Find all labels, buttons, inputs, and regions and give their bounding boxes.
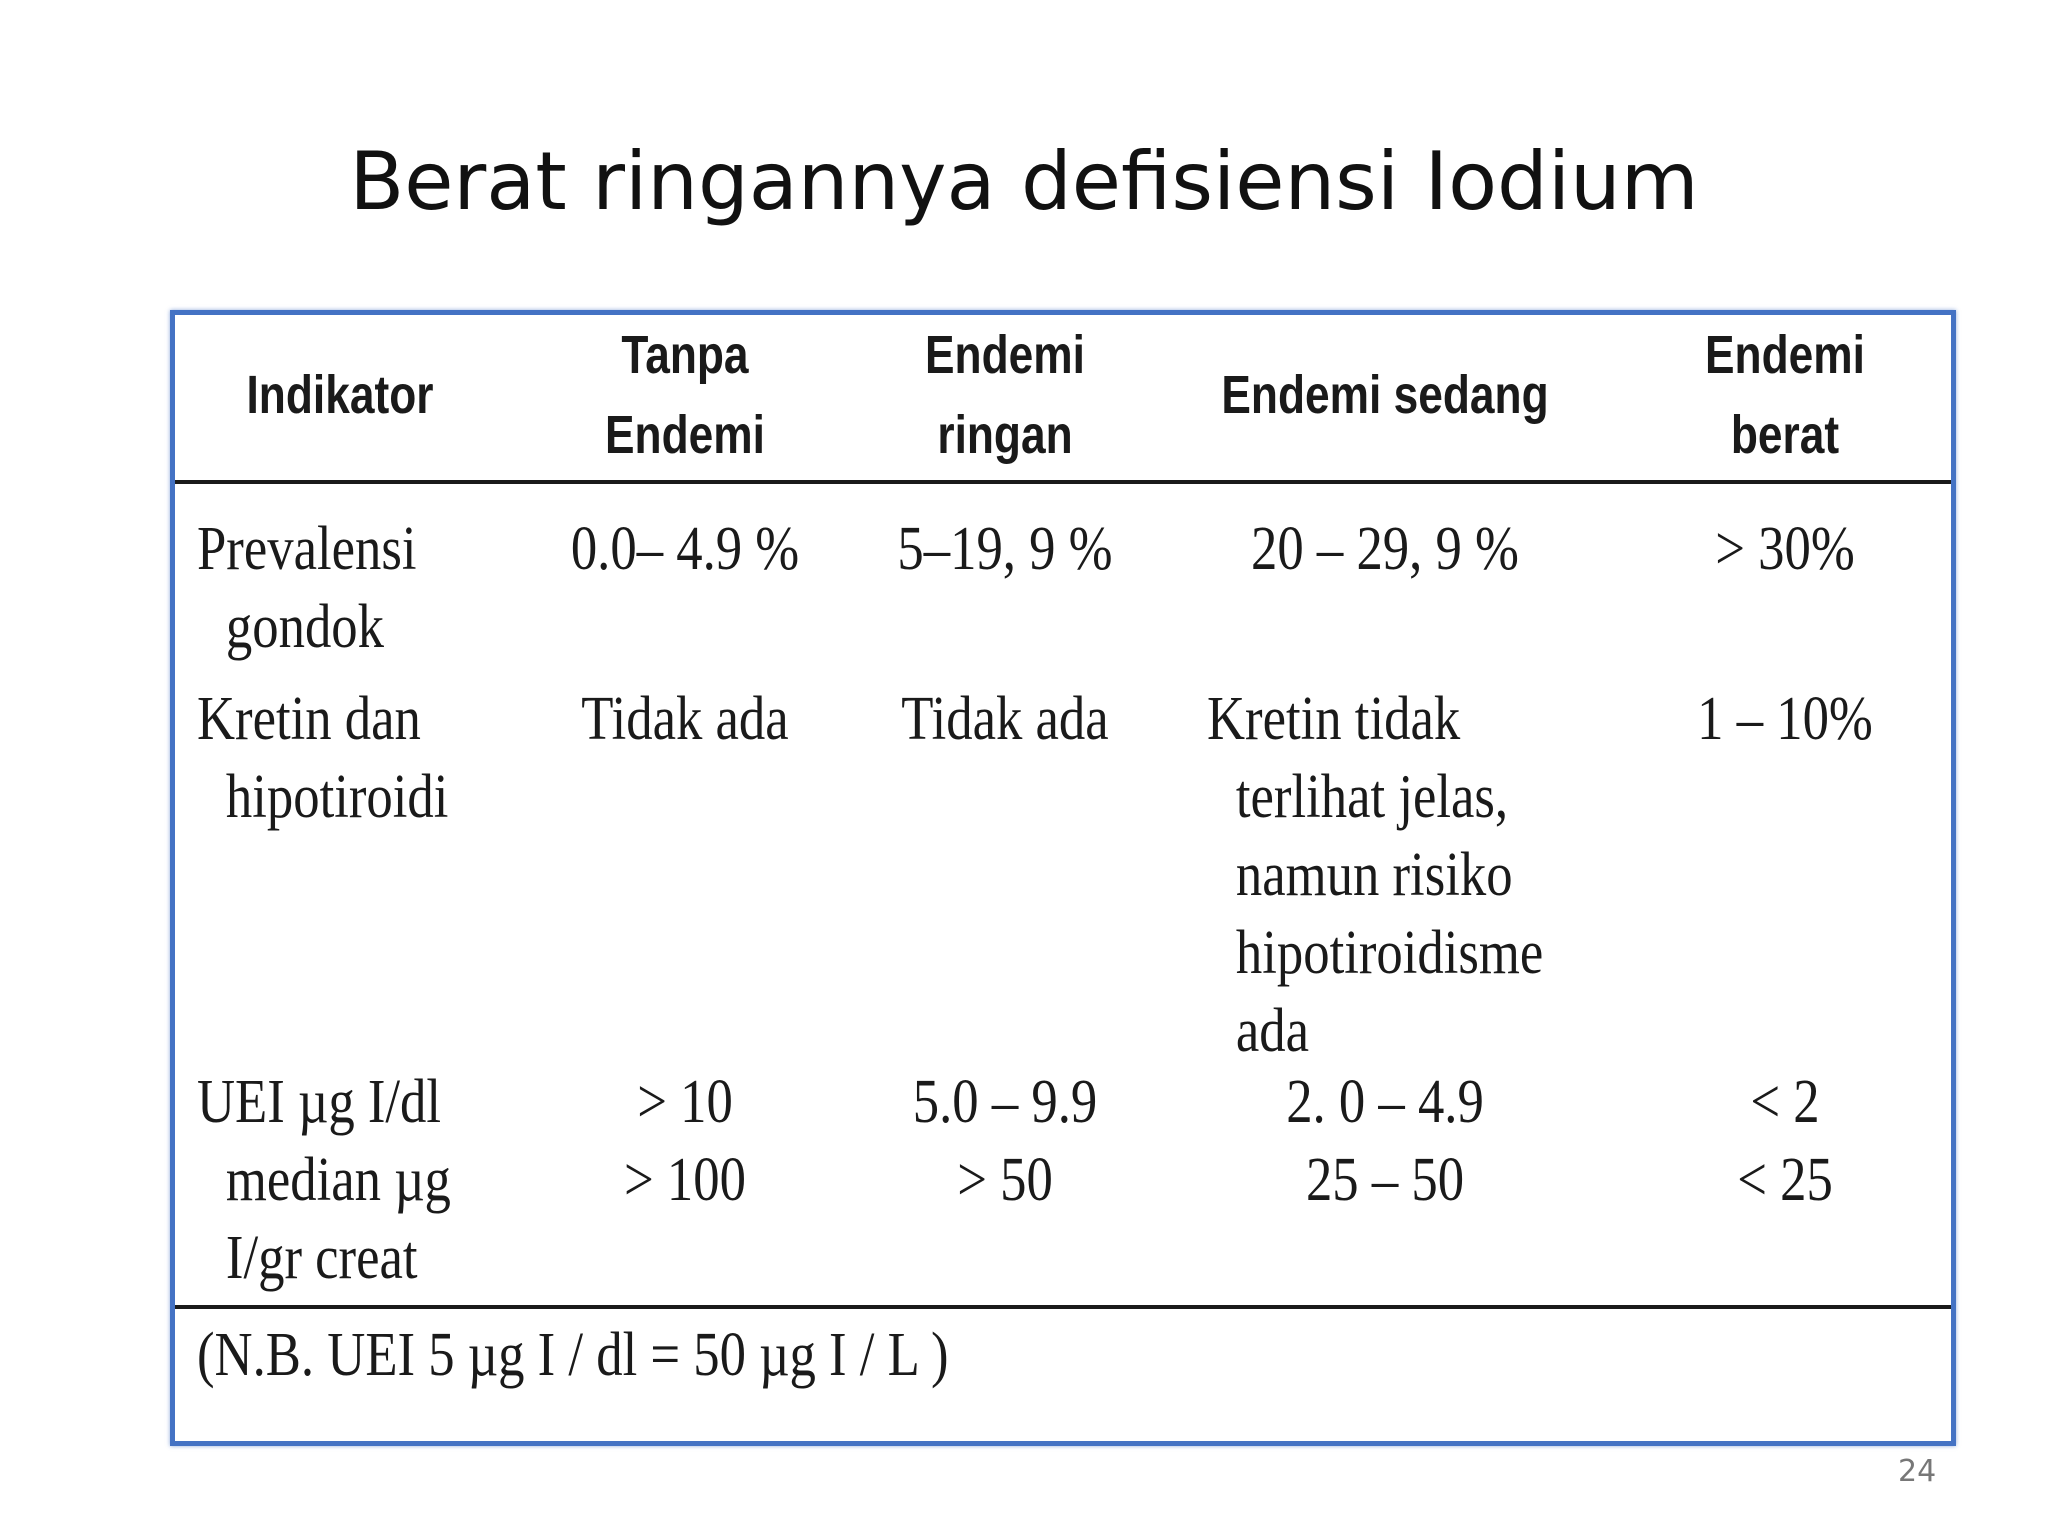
value-line: > 30% [1715, 515, 1855, 583]
value-line: 20 – 29, 9 % [1251, 515, 1519, 583]
row-prevalensi-indicator [197, 510, 478, 666]
value-line: Kretin tidak [1207, 685, 1461, 753]
row-kretin-berat [1658, 680, 1913, 758]
header-line: Tanpa [621, 325, 749, 385]
indicator-line: gondok [225, 593, 384, 661]
value-line: 2. 0 – 4.9 [1286, 1068, 1484, 1136]
value-line: > 10 [637, 1068, 733, 1136]
value-line: < 2 [1750, 1068, 1820, 1136]
row-uei-berat [1658, 1063, 1913, 1219]
header-line: Endemi sedang [1221, 365, 1549, 425]
value-line: > 50 [957, 1146, 1053, 1214]
row-uei-indicator [197, 1063, 478, 1297]
value-line: 25 – 50 [1305, 1146, 1465, 1214]
value-line: Tidak ada [581, 685, 789, 753]
row-kretin-indicator [197, 680, 478, 836]
value-line: ada [1235, 997, 1310, 1065]
row-kretin-sedang [1207, 680, 1564, 1070]
header-line: Indikator [246, 365, 434, 425]
indicator-line: hipotiroidi [225, 763, 449, 831]
value-line: 5–19, 9 % [897, 515, 1113, 583]
value-line: terlihat jelas, [1235, 763, 1509, 831]
iodine-deficiency-table [170, 310, 1956, 1446]
header-indikator [205, 355, 476, 435]
header-endemi-sedang [1213, 355, 1557, 435]
header-line: Endemi [1705, 325, 1865, 385]
row-prevalensi-ringan [878, 510, 1133, 588]
table-footnote: (N.B. UEI 5 µg I / dl = 50 µg I / L ) [197, 1321, 949, 1389]
value-line: 0.0– 4.9 % [570, 515, 800, 583]
row-kretin-tanpa [541, 680, 830, 758]
value-line: 5.0 – 9.9 [912, 1068, 1098, 1136]
page-number: 24 [1898, 1454, 1937, 1489]
value-line: > 100 [624, 1146, 746, 1214]
header-endemi-ringan [882, 315, 1128, 475]
row-uei-sedang [1207, 1063, 1564, 1219]
indicator-line: UEI µg I/dl [197, 1068, 442, 1136]
header-tanpa-endemi [546, 315, 825, 475]
header-line: berat [1730, 405, 1840, 465]
footer-divider [175, 1305, 1951, 1309]
header-line: Endemi [605, 405, 765, 465]
header-line: Endemi [925, 325, 1085, 385]
header-divider [175, 480, 1951, 484]
value-line: hipotiroidisme [1235, 919, 1544, 987]
row-prevalensi-sedang [1207, 510, 1564, 588]
row-prevalensi-berat [1658, 510, 1913, 588]
indicator-line: I/gr creat [225, 1224, 418, 1292]
value-line: Tidak ada [901, 685, 1109, 753]
indicator-line: median µg [225, 1146, 451, 1214]
indicator-line: Prevalensi [197, 515, 417, 583]
header-endemi-berat [1662, 315, 1908, 475]
row-kretin-ringan [878, 680, 1133, 758]
row-prevalensi-tanpa [541, 510, 830, 588]
indicator-line: Kretin dan [197, 685, 421, 753]
value-line: namun risiko [1235, 841, 1513, 909]
row-uei-tanpa [541, 1063, 830, 1219]
row-uei-ringan [878, 1063, 1133, 1219]
header-line: ringan [937, 405, 1073, 465]
value-line: < 25 [1737, 1146, 1833, 1214]
slide-title: Berat ringannya defisiensi Iodium [349, 135, 1699, 228]
value-line: 1 – 10% [1697, 685, 1873, 753]
